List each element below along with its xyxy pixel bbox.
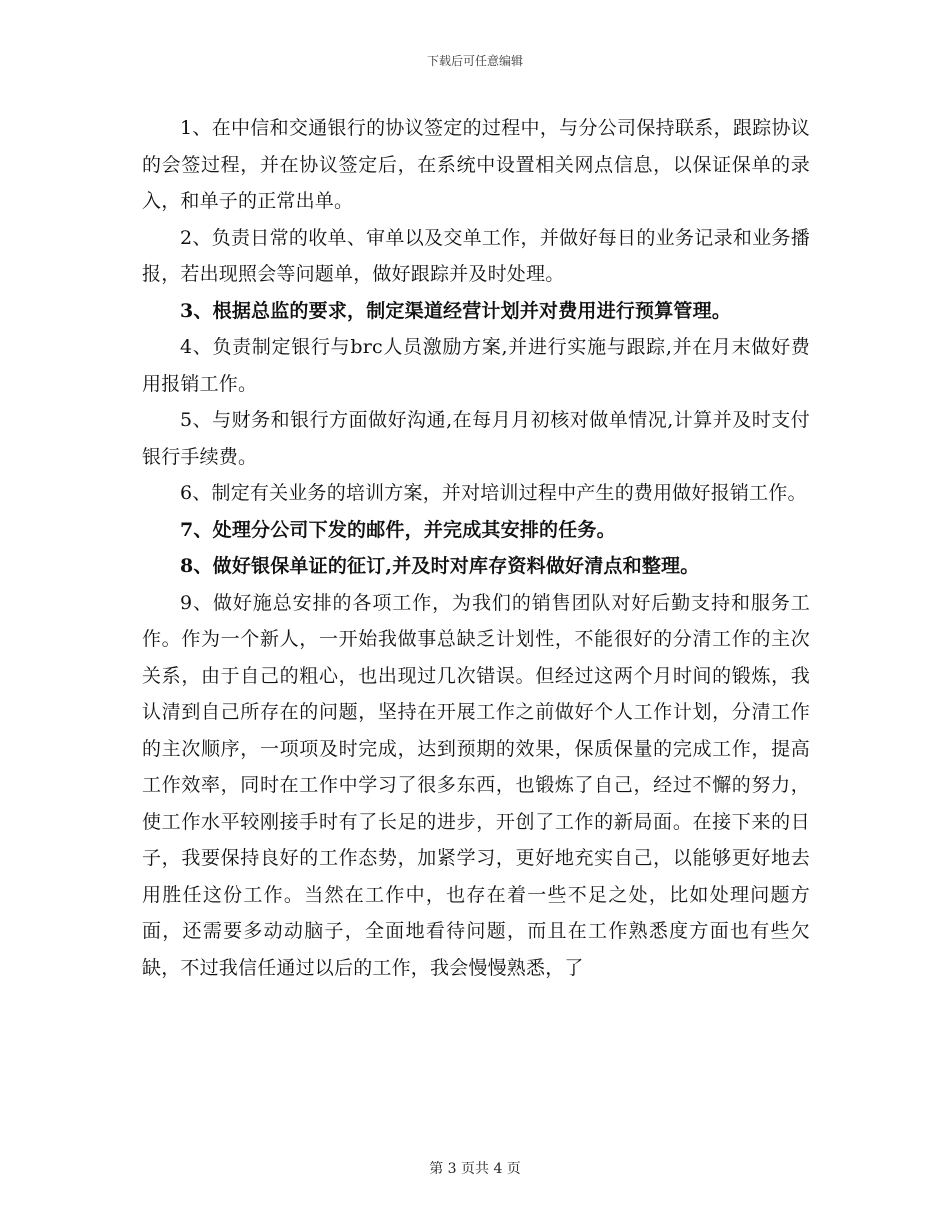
paragraph-2: 2、负责日常的收单、审单以及交单工作，并做好每日的业务记录和业务播报，若出现照会等问题单，做好跟踪并及时处理。 [142,226,810,285]
paragraph-7: 7、处理分公司下发的邮件，并完成其安排的任务。 [180,518,616,541]
paragraph-8: 8、做好银保单证的征订,并及时对库存资料做好清点和整理。 [180,555,700,577]
paragraph-3: 3、根据总监的要求，制定渠道经营计划并对费用进行预算管理。 [180,299,732,322]
paragraph-4: 4、负责制定银行与brc人员激励方案,并进行实施与跟踪,并在月末做好费用报销工作。 [142,336,810,395]
paragraph-9: 9、做好施总安排的各项工作，为我们的销售团队对好后勤支持和服务工作。作为一个新人，一开始我做事总缺乏计划性，不能很好的分清工作的主次关系，由于自己的粗心，也出现过几次错误。但经过这两个月时间的锻炼，我认清到自己所存在的问题，坚持在开展工作之前做好个人工作计划，分清工作的主次顺序，一项项及时完成，达到预期的效果，保质保量的完成工作，提高工作效率，同时在工作中学习了很多东西，也锻炼了自己，经过不懈的努力，使工作水平较刚接手时有了长足的进步，开创了工作的新局面。在接下来的日子，我要保持良好的工作态势，加紧学习，更好地充实自己，以能够更好地去用胜任这份工作。当然在工作中，也存在着一些不足之处，比如处理问题方面，还需要多动动脑子，全面地看待问题，而且在工作熟悉度方面也有些欠缺，不过我信任通过以后的工作，我会慢慢熟悉，了 [142,591,810,979]
paragraph-1: 1、在中信和交通银行的协议签定的过程中，与分公司保持联系，跟踪协议的会签过程，并在协议签定后，在系统中设置相关网点信息，以保证保单的录入，和单子的正常出单。 [142,117,810,212]
paragraph-5: 5、与财务和银行方面做好沟通,在每月月初核对做单情况,计算并及时支付银行手续费。 [142,409,810,468]
page-header: 下载后可任意编辑 [426,54,523,68]
page-footer: 第 3 页共 4 页 [429,1161,521,1177]
document-body [142,110,810,986]
paragraph-6: 6、制定有关业务的培训方案，并对培训过程中产生的费用做好报销工作。 [180,482,807,504]
